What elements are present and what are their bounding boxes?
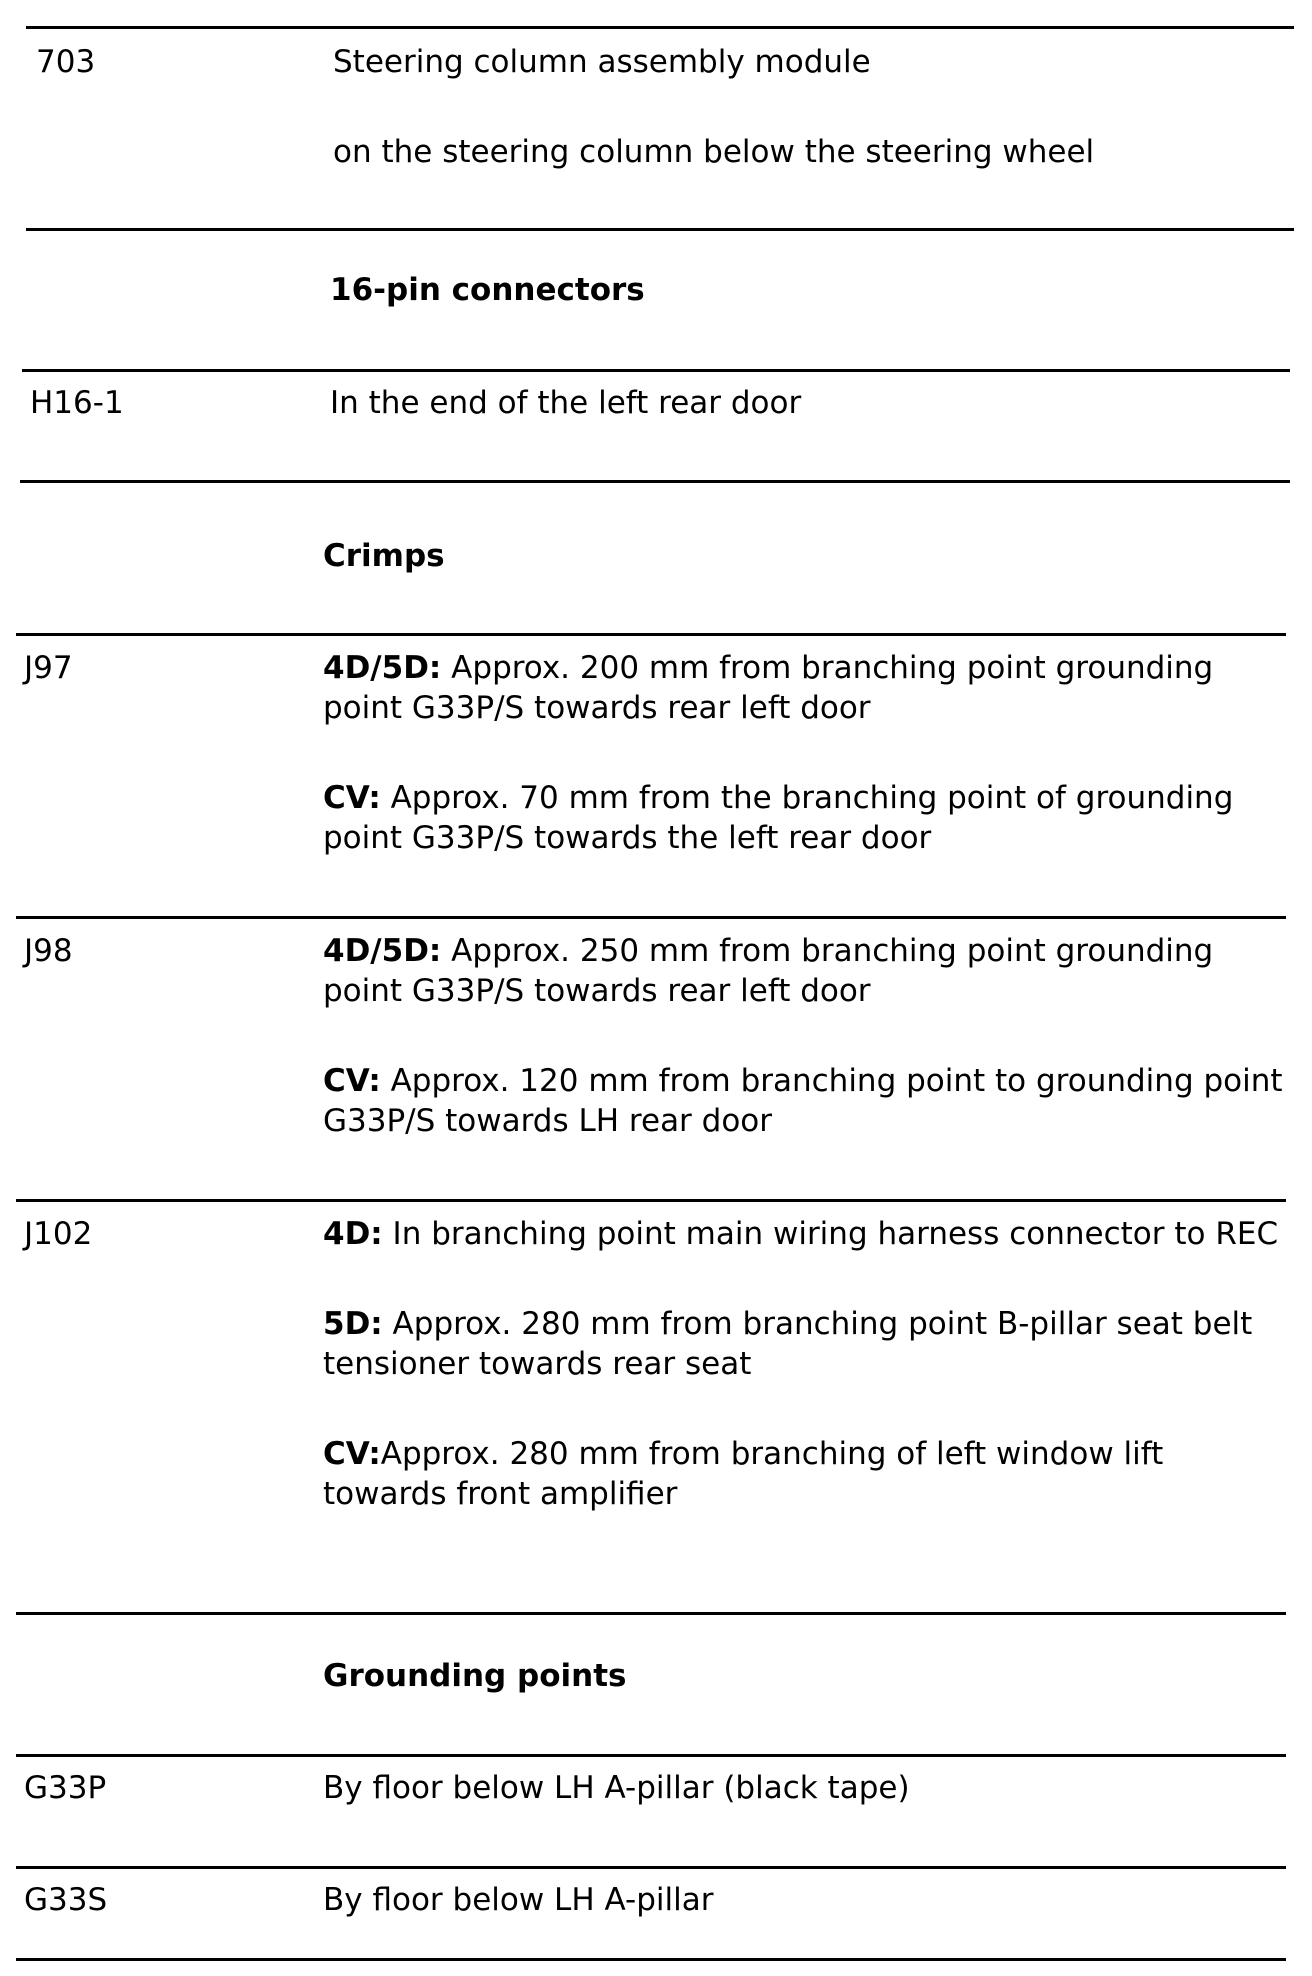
divider <box>16 1754 1286 1757</box>
divider <box>26 26 1294 29</box>
note-prefix: 5D: <box>323 1306 383 1342</box>
divider <box>16 1199 1286 1202</box>
row-description-h16-1 <box>330 383 1270 423</box>
section-heading-grounding-points: Grounding points <box>323 1658 627 1694</box>
row-code-g33p: G33P <box>24 1770 107 1806</box>
row-description-g33p <box>323 1768 1288 1808</box>
row-description-703 <box>333 42 1273 172</box>
description-note <box>323 1061 1288 1141</box>
note-prefix: 4D: <box>323 1216 383 1252</box>
description-note <box>323 1434 1288 1514</box>
row-code-h16-1: H16-1 <box>30 385 124 421</box>
row-description-j102 <box>323 1214 1288 1514</box>
divider <box>16 1958 1286 1961</box>
note-text: In branching point main wiring harness connector to REC <box>382 1216 1279 1252</box>
row-code-j98: J98 <box>24 933 73 969</box>
note-prefix: 4D/5D: <box>323 933 442 969</box>
section-heading-16-pin-connectors: 16-pin connectors <box>330 272 645 308</box>
row-description-j97 <box>323 648 1288 858</box>
description-note <box>323 778 1288 858</box>
note-text: Approx. 200 mm from branching point grounding point G33P/S towards rear left door <box>323 650 1214 726</box>
description-line: on the steering column below the steering wheel <box>333 134 1095 170</box>
description-note <box>323 1304 1288 1384</box>
note-text: Approx. 120 mm from branching point to grounding point G33P/S towards LH rear door <box>323 1063 1283 1139</box>
row-code-j97: J97 <box>24 650 73 686</box>
description-line: Steering column assembly module <box>333 44 871 80</box>
note-prefix: CV: <box>323 780 381 816</box>
divider <box>16 633 1286 636</box>
description-line: By floor below LH A-pillar (black tape) <box>323 1770 910 1806</box>
note-prefix: CV: <box>323 1436 381 1472</box>
description-line: In the end of the left rear door <box>330 385 802 421</box>
description-note <box>323 648 1288 728</box>
description-line: By floor below LH A-pillar <box>323 1882 714 1918</box>
divider <box>16 916 1286 919</box>
description-note <box>323 1214 1288 1254</box>
divider <box>16 1866 1286 1869</box>
note-text: Approx. 280 mm from branching point B-pillar seat belt tensioner towards rear seat <box>323 1306 1253 1382</box>
note-text: Approx. 280 mm from branching of left window lift towards front amplifier <box>323 1436 1164 1512</box>
note-prefix: CV: <box>323 1063 381 1099</box>
row-description-g33s <box>323 1880 1288 1920</box>
description-note <box>323 931 1288 1011</box>
section-heading-crimps: Crimps <box>323 538 445 574</box>
note-text: Approx. 250 mm from branching point grounding point G33P/S towards rear left door <box>323 933 1214 1009</box>
note-text: Approx. 70 mm from the branching point of grounding point G33P/S towards the left rear door <box>323 780 1234 856</box>
row-code-703: 703 <box>36 44 96 80</box>
row-description-j98 <box>323 931 1288 1141</box>
divider <box>16 1612 1286 1615</box>
divider <box>20 480 1290 483</box>
row-code-j102: J102 <box>24 1216 93 1252</box>
row-code-g33s: G33S <box>24 1882 108 1918</box>
note-prefix: 4D/5D: <box>323 650 442 686</box>
divider <box>26 228 1294 231</box>
divider <box>22 369 1290 372</box>
